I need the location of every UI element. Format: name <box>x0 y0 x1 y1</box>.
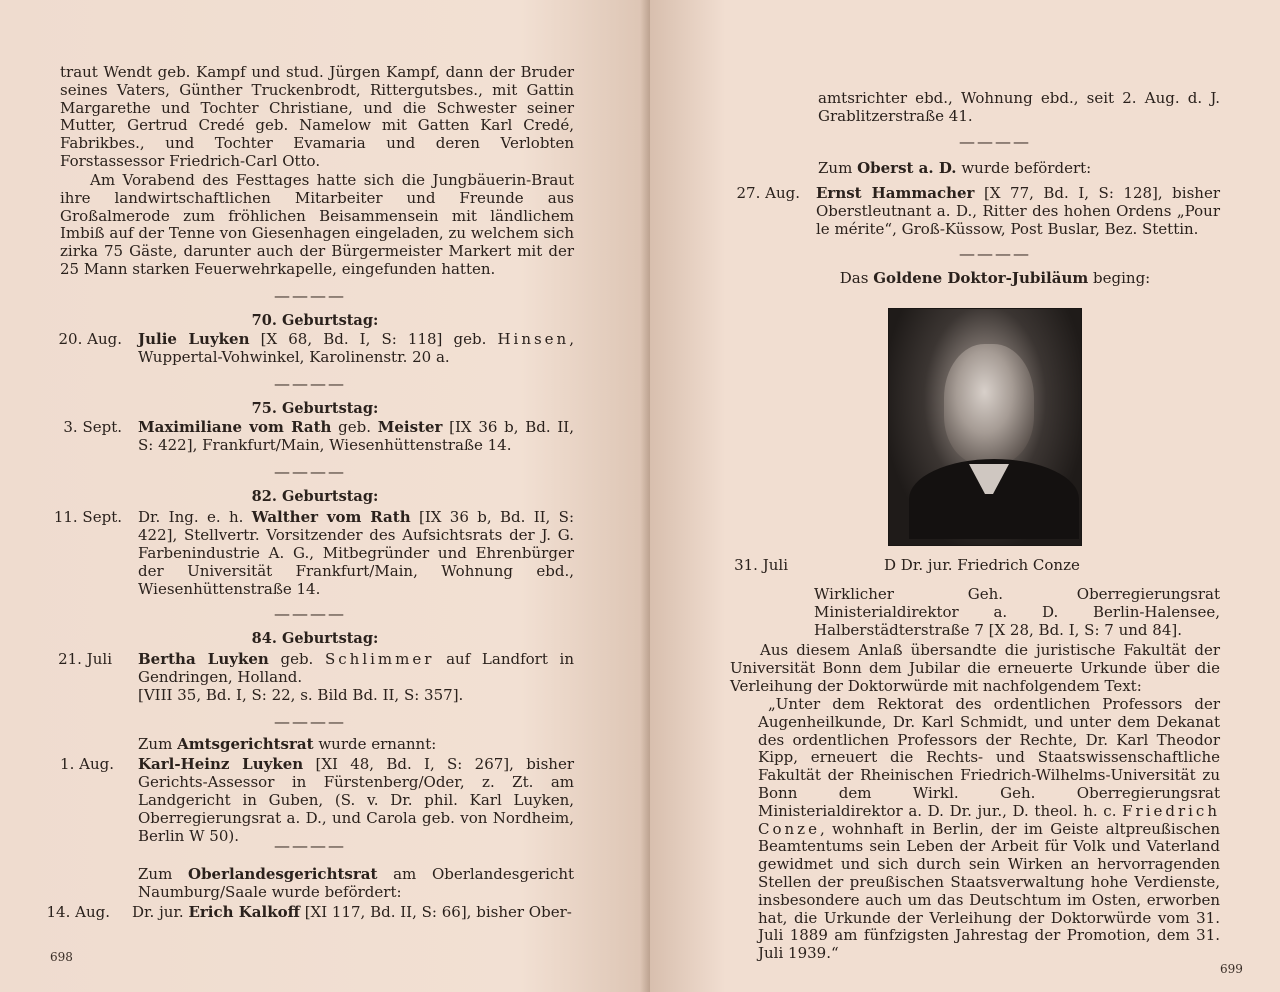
intro-post: beging: <box>1088 269 1151 287</box>
entry-text <box>816 184 1220 238</box>
intro-pre: Zum <box>818 159 858 177</box>
entry-date: 1. Aug. <box>60 755 114 773</box>
entry-ref: [X 68, Bd. I, S: 118] geb. <box>249 330 498 348</box>
festtag-paragraph: Am Vorabend des Festtages hatte sich die Jungbäuerin-Braut ihre landwirtschaftlichen Mitarbeiter und Freunde aus Großalmerode zum fröhlichen Beisammensein mit ländlichem Imbiß auf der Tenne von Giesenhagen eingeladen, zu welchem sich zirka 75 Gäste, darunter auch der Bürgermeister Markert mit der 25 Mann starken Feuerwehrkapelle, eingefunden hatten. <box>60 171 574 278</box>
entry-82 <box>50 508 574 598</box>
entry-maiden-name: Hinsen <box>497 330 570 348</box>
separator: ———— <box>274 374 346 393</box>
intro-post: am Oberlandesgericht Naumburg/Saale wurde befördert: <box>138 865 575 901</box>
entry-date: 31. Juli <box>734 556 788 574</box>
heading-70: 70. Geburtstag: <box>251 312 379 329</box>
entry-details: [XI 117, Bd. II, S: 66], bisher Ober- <box>299 903 572 921</box>
oberlandes-intro <box>138 866 574 902</box>
entry-text <box>138 508 574 598</box>
entry-title: Dr. jur. <box>132 903 189 921</box>
entry-name: Erich Kalkoff <box>188 903 300 921</box>
separator: ———— <box>274 286 346 305</box>
portrait-photo <box>888 308 1082 546</box>
portrait-head <box>944 344 1034 464</box>
entry-name: Karl-Heinz Luyken <box>138 755 304 773</box>
amtsgericht-intro <box>138 736 574 754</box>
heading-82: 82. Geburtstag: <box>251 488 379 505</box>
entry-date: 11. Sept. <box>53 508 122 526</box>
entry-amtsgericht <box>50 755 574 845</box>
intro-post: wurde ernannt: <box>313 735 437 753</box>
separator: ———— <box>274 836 346 855</box>
entry-oberst <box>720 184 1220 240</box>
entry-name: Ernst Hammacher <box>816 184 975 202</box>
heading-75: 75. Geburtstag: <box>251 400 379 417</box>
intro-title: Amtsgerichtsrat <box>177 735 314 753</box>
entry-name: Bertha Luyken <box>138 650 269 668</box>
heading-84: 84. Geburtstag: <box>251 630 379 647</box>
entry-date: 21. Juli <box>58 650 112 668</box>
entry-text <box>138 650 574 704</box>
urkunde-quote <box>758 696 1220 963</box>
intro-pre: Zum <box>138 735 178 753</box>
fakultaet-paragraph: Aus diesem Anlaß übersandte die juristische Fakultät der Universität Bonn dem Jubilar die erneuerte Urkunde über die Verleihung der Doktorwürde mit nachfolgendem Text: <box>730 641 1220 695</box>
quote-name: Friedrich Conze <box>758 801 1220 838</box>
separator: ———— <box>959 132 1031 151</box>
entry-jubilaeum <box>720 556 1220 578</box>
entry-date: 27. Aug. <box>736 184 800 202</box>
entry-details: [XI 48, Bd. I, S: 267], bisher Gerichts-Assessor in Fürstenberg/Oder, z. Zt. am Landgericht in Guben, (S. v. Dr. phil. Karl Luyken, Oberregierungsrat a. D., und Carola geb. von Nordheim, Berlin W 50). <box>138 755 574 845</box>
separator: ———— <box>274 604 346 623</box>
entry-details: [X 77, Bd. I, S: 128], bisher Oberstleutnant a. D., Ritter des hohen Ordens „Pour le mérite“, Groß-Küssow, Post Buslar, Bez. Stettin. <box>816 184 1220 238</box>
intro-paragraph: traut Wendt geb. Kampf und stud. Jürgen Kampf, dann der Bruder seines Vaters, Günther Truckenbrodt, Rittergutsbes., mit Gattin Margarethe und Tochter Christiane, und die Schwester seiner Mutter, Gertrud Credé geb. Namelow mit Gatten Karl Credé, Fabrikbes., und Tochter Evamaria und deren Verlobten Forstassessor Friedrich-Carl Otto. <box>60 63 574 170</box>
entry-details: [IX 36 b, Bd. II, S: 422], Stellvertr. Vorsitzender des Aufsichtsrats der J. G. Farbenindustrie A. G., Mitbegründer und Ehrenbürger der Universität Frankfurt/Main, Wohnung ebd., Wiesenhüttenstraße 14. <box>138 508 575 598</box>
separator: ———— <box>274 462 346 481</box>
quote-text-end: , wohnhaft in Berlin, der im Geiste altpreußischen Beamtentums sein Leben der Arbeit für Volk und Vaterland gewidmet und sich durch sein Wirken an hervorragenden Stellen der preußischen Staatsverwaltung hohe Verdienste, insbesondere auch um das Deutschtum im Osten, erworben hat, die Urkunde der Verleihung der Doktorwürde vom 31. Juli 1889 am fünfzigsten Jahrestag der Promotion, dem 31. Juli 1939.“ <box>758 819 1220 963</box>
entry-address: auf Landfort in Gendringen, Holland. <box>138 650 574 686</box>
entry-75 <box>50 418 574 458</box>
entry-name: Julie Luyken <box>138 330 250 348</box>
entry-70 <box>50 330 574 370</box>
entry-geb: geb. <box>268 650 325 668</box>
intro-post: wurde befördert: <box>956 159 1092 177</box>
entry-name: Walther vom Rath <box>251 508 411 526</box>
entry-text <box>138 330 574 366</box>
entry-oberlandes <box>40 903 574 923</box>
quote-text: „Unter dem Rektorat des ordentlichen Professors der Augenheilkunde, Dr. Karl Schmidt, und unter dem Dekanat des ordentlichen Professors der Rechte, Dr. Karl Theodor Kipp, erneuert die Rechts- und Staatswissenschaftliche Fakultät der Rheinischen Friedrich-Wilhelms-Universität zu Bonn dem Wirkl. Geh. Oberregierungsrat Ministerialdirektor a. D. Dr. jur., D. theol. h. c. <box>758 695 1220 820</box>
entry-text <box>138 418 574 454</box>
jubilaeum-details: Wirklicher Geh. Oberregierungsrat Ministerialdirektor a. D. Berlin-Halensee, Halberstädterstraße 7 [X 28, Bd. I, S: 7 und 84]. <box>814 585 1220 639</box>
separator: ———— <box>959 244 1031 263</box>
page-number: 698 <box>50 950 73 964</box>
entry-text <box>138 755 574 845</box>
entry-maiden-name: Meister <box>377 418 443 436</box>
entry-date: 20. Aug. <box>58 330 122 348</box>
jubilaeum-intro <box>770 270 1220 288</box>
intro-title: Oberlandesgerichtsrat <box>188 865 378 883</box>
entry-geb: geb. <box>331 418 378 436</box>
right-page <box>650 0 1280 992</box>
entry-address: [IX 36 b, Bd. II, S: 422], Frankfurt/Main, Wiesenhüttenstraße 14. <box>138 418 575 454</box>
entry-name: Maximiliane vom Rath <box>138 418 332 436</box>
entry-address: , Wuppertal-Vohwinkel, Karolinenstr. 20 a. <box>138 330 574 366</box>
continuation-text: amtsrichter ebd., Wohnung ebd., seit 2. Aug. d. J. Grablitzerstraße 41. <box>818 89 1220 125</box>
intro-pre: Zum <box>138 865 188 883</box>
intro-title: Goldene Doktor-Jubiläum <box>873 269 1089 287</box>
photo-caption: D Dr. jur. Friedrich Conze <box>884 556 1080 574</box>
entry-title: Dr. Ing. e. h. <box>138 508 252 526</box>
entry-text <box>132 903 574 921</box>
entry-maiden-name: Schlimmer <box>325 650 435 668</box>
separator: ———— <box>274 712 346 731</box>
entry-date: 14. Aug. <box>46 903 110 921</box>
oberst-intro <box>818 160 1220 178</box>
entry-ref: [VIII 35, Bd. I, S: 22, s. Bild Bd. II, S: 357]. <box>138 686 464 704</box>
entry-84 <box>50 650 574 710</box>
intro-title: Oberst a. D. <box>857 159 957 177</box>
page-number: 699 <box>1220 962 1243 976</box>
intro-pre: Das <box>839 269 874 287</box>
entry-date: 3. Sept. <box>63 418 122 436</box>
